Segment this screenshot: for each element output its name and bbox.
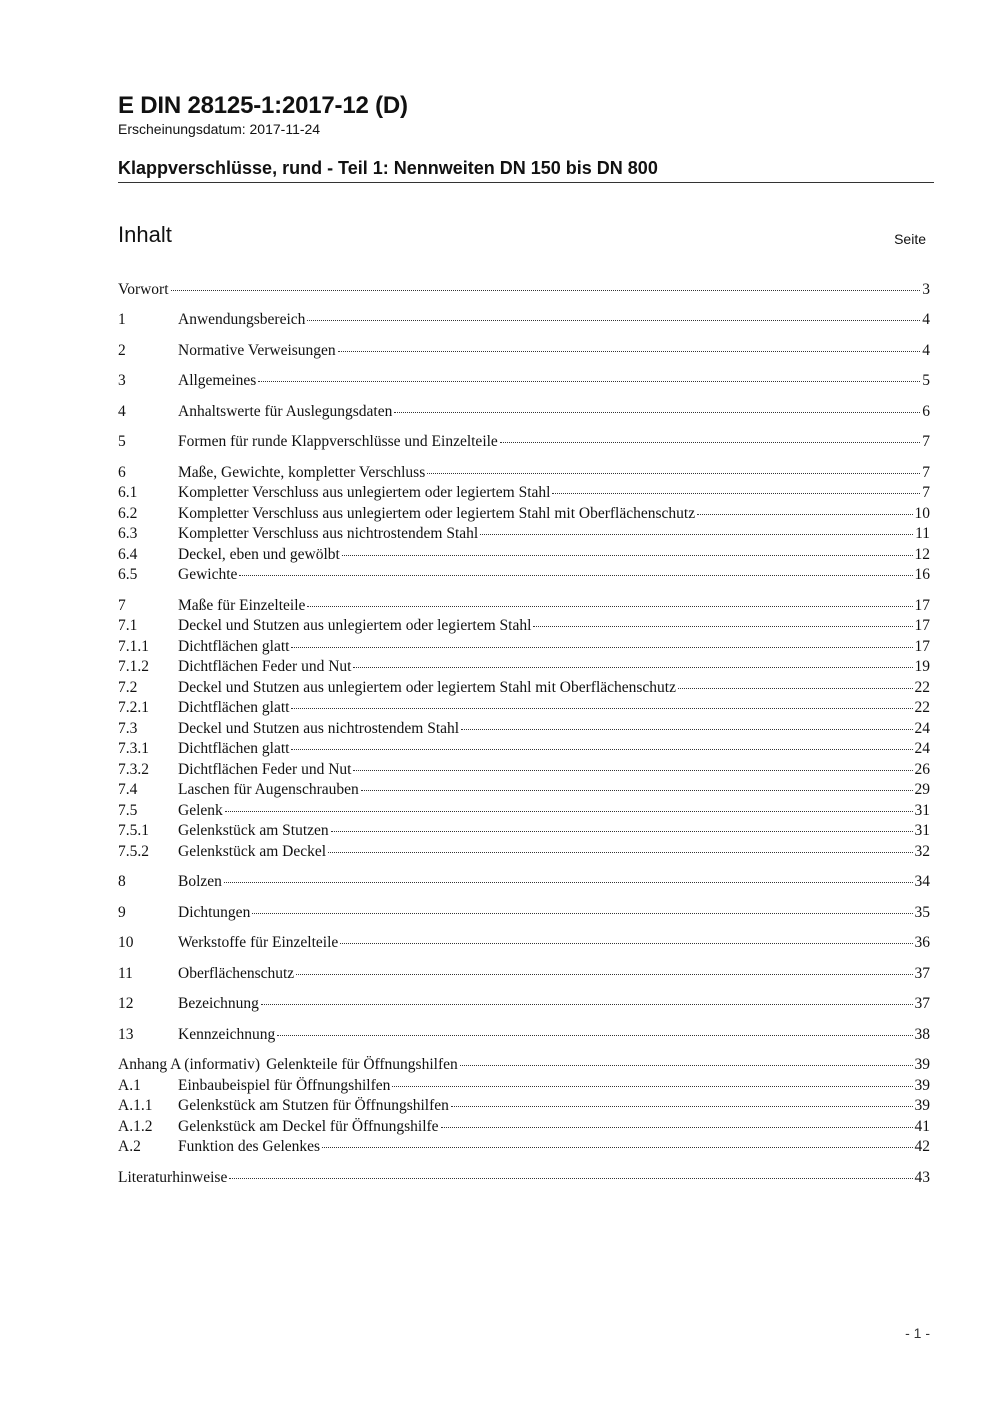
toc-leader-dots	[461, 728, 912, 730]
toc-entry[interactable]	[118, 1117, 930, 1137]
toc-leader-dots	[252, 912, 912, 914]
toc-leader-dots	[277, 1034, 912, 1036]
toc-entry-number: 5	[118, 433, 126, 450]
toc-leader-dots	[291, 748, 912, 750]
toc-entry-title: Allgemeines	[178, 372, 257, 389]
toc-entry-title: Kompletter Verschluss aus nichtrostendem Stahl	[178, 525, 479, 542]
toc-entry-page: 37	[914, 995, 930, 1012]
toc-entry-number: 7.1.1	[118, 638, 149, 655]
toc-entry-title: Dichtflächen glatt	[178, 699, 290, 716]
toc-entry-number: 8	[118, 873, 126, 890]
toc-entry-page: 12	[914, 546, 930, 563]
toc-entry-title: Kompletter Verschluss aus unlegiertem oder legiertem Stahl	[178, 484, 551, 501]
toc-entry[interactable]	[118, 1025, 930, 1045]
toc-entry[interactable]	[118, 678, 930, 698]
toc-entry[interactable]	[118, 402, 930, 422]
toc-entry-page: 36	[914, 934, 930, 951]
toc-entry[interactable]	[118, 760, 930, 780]
toc-entry-title: Einbaubeispiel für Öffnungshilfen	[178, 1077, 391, 1094]
toc-entry-number: 6.4	[118, 546, 138, 563]
toc-entry-number: 7.2.1	[118, 699, 149, 716]
toc-entry-title: Dichtflächen Feder und Nut	[178, 761, 352, 778]
toc-entry-title: Bezeichnung	[178, 995, 259, 1012]
toc-entry[interactable]	[118, 483, 930, 503]
toc-entry-title: Anhaltswerte für Auslegungsdaten	[178, 403, 393, 420]
toc-entry[interactable]	[118, 698, 930, 718]
toc-entry[interactable]	[118, 903, 930, 923]
toc-leader-dots	[500, 441, 920, 443]
toc-leader-dots	[353, 666, 912, 668]
toc-entry-number: 7.3.1	[118, 740, 149, 757]
toc-leader-dots	[552, 492, 920, 494]
toc-entry-title: Dichtflächen glatt	[178, 638, 290, 655]
toc-entry-title: Anwendungsbereich	[178, 311, 306, 328]
toc-entry-title: Deckel, eben und gewölbt	[178, 546, 340, 563]
toc-entry-title: Gelenkstück am Stutzen für Öffnungshilfen	[178, 1097, 449, 1114]
toc-entry-title: Deckel und Stutzen aus unlegiertem oder legiertem Stahl	[178, 617, 532, 634]
toc-entry[interactable]	[118, 872, 930, 892]
toc-entry-number: Anhang A (informativ)	[118, 1056, 261, 1073]
page-number: - 1 -	[905, 1325, 930, 1341]
toc-leader-dots	[291, 646, 912, 648]
toc-entry-title: Gelenkteile für Öffnungshilfen	[266, 1056, 458, 1073]
document-id: E DIN 28125-1:2017-12 (D)	[118, 92, 408, 119]
toc-leader-dots	[533, 625, 912, 627]
toc-entry-number: 7.1.2	[118, 658, 149, 675]
toc-leader-dots	[229, 1177, 912, 1179]
toc-entry[interactable]	[118, 801, 930, 821]
toc-entry-number: 2	[118, 342, 126, 359]
toc-entry-title: Oberflächenschutz	[178, 965, 295, 982]
toc-entry-page: 32	[914, 843, 930, 860]
toc-entry-number: A.1.2	[118, 1118, 153, 1135]
toc-page-column-label: Seite	[894, 231, 926, 247]
toc-leader-dots	[394, 411, 920, 413]
toc-entry-page: 24	[914, 720, 930, 737]
toc-entry-page: 29	[914, 781, 930, 798]
toc-leader-dots	[261, 1003, 913, 1005]
toc-entry-number: 6	[118, 464, 126, 481]
toc-entry-page: 39	[914, 1056, 930, 1073]
toc-entry-number: 1	[118, 311, 126, 328]
toc-entry[interactable]	[118, 780, 930, 800]
toc-entry-page: 35	[914, 904, 930, 921]
toc-entry-number: 6.1	[118, 484, 138, 501]
toc-entry-title: Kennzeichnung	[178, 1026, 276, 1043]
toc-entry-title: Gelenk	[178, 802, 223, 819]
toc-leader-dots	[361, 789, 913, 791]
toc-entry-page: 31	[914, 822, 930, 839]
toc-entry-page: 41	[914, 1118, 930, 1135]
toc-entry-number: 9	[118, 904, 126, 921]
toc-entry[interactable]	[118, 504, 930, 524]
toc-entry-title: Bolzen	[178, 873, 222, 890]
toc-leader-dots	[392, 1085, 912, 1087]
toc-leader-dots	[331, 830, 913, 832]
toc-entry-title: Literaturhinweise	[118, 1169, 228, 1186]
toc-entry-title: Gelenkstück am Deckel	[178, 843, 327, 860]
toc-entry-title: Gewichte	[178, 566, 238, 583]
toc-entry-title: Funktion des Gelenkes	[178, 1138, 321, 1155]
toc-entry-number: 7.5.2	[118, 843, 149, 860]
toc-entry[interactable]	[118, 310, 930, 330]
toc-entry-page: 19	[914, 658, 930, 675]
toc-entry-number: 10	[118, 934, 134, 951]
toc-entry-page: 10	[914, 505, 930, 522]
toc-entry[interactable]	[118, 341, 930, 361]
toc-leader-dots	[307, 605, 912, 607]
toc-entry-title: Kompletter Verschluss aus unlegiertem oder legiertem Stahl mit Oberflächenschutz	[178, 505, 696, 522]
toc-entry-number: 7.5.1	[118, 822, 149, 839]
toc-leader-dots	[258, 380, 920, 382]
toc-entry-page: 4	[922, 311, 930, 328]
toc-entry-page: 22	[914, 699, 930, 716]
toc-entry-page: 11	[915, 525, 930, 542]
toc-leader-dots	[342, 554, 913, 556]
toc-entry[interactable]	[118, 1096, 930, 1116]
toc-entry[interactable]	[118, 1168, 930, 1188]
toc-entry[interactable]	[118, 463, 930, 483]
toc-entry[interactable]	[118, 616, 930, 636]
toc-entry-page: 34	[914, 873, 930, 890]
toc-entry-title: Dichtungen	[178, 904, 251, 921]
document-header	[118, 92, 934, 183]
toc-entry[interactable]	[118, 1137, 930, 1157]
toc-entry-title: Formen für runde Klappverschlüsse und Einzelteile	[178, 433, 498, 450]
toc-entry-title: Dichtflächen Feder und Nut	[178, 658, 352, 675]
toc-entry-number: 11	[118, 965, 133, 982]
toc-entry-number: 7.1	[118, 617, 138, 634]
toc-entry-number: 3	[118, 372, 126, 389]
toc-entry-number: 7.2	[118, 679, 138, 696]
toc-entry-title: Gelenkstück am Deckel für Öffnungshilfe	[178, 1118, 439, 1135]
toc-leader-dots	[322, 1146, 912, 1148]
toc-entry[interactable]	[118, 719, 930, 739]
toc-title: Inhalt	[118, 222, 172, 247]
toc-entry-number: 13	[118, 1026, 134, 1043]
toc-entry[interactable]	[118, 637, 930, 657]
toc-entry-title: Deckel und Stutzen aus nichtrostendem Stahl	[178, 720, 460, 737]
toc-entry-number: 4	[118, 403, 126, 420]
toc-entry[interactable]	[118, 739, 930, 759]
toc-entry-number: 6.2	[118, 505, 138, 522]
toc-leader-dots	[441, 1126, 913, 1128]
toc-entry-title: Deckel und Stutzen aus unlegiertem oder legiertem Stahl mit Oberflächenschutz	[178, 679, 676, 696]
toc-entry-number: A.2	[118, 1138, 141, 1155]
toc-entry[interactable]	[118, 821, 930, 841]
toc-entry-number: 6.5	[118, 566, 138, 583]
toc-entry-number: A.1.1	[118, 1097, 153, 1114]
toc-entry[interactable]	[118, 565, 930, 585]
toc-leader-dots	[353, 769, 912, 771]
toc-entry[interactable]	[118, 1055, 930, 1075]
toc-entry-page: 17	[914, 597, 930, 614]
toc-entry-title: Laschen für Augenschrauben	[178, 781, 359, 798]
toc-entry-page: 17	[914, 617, 930, 634]
toc-entry-number: A.1	[118, 1077, 141, 1094]
toc-entry-page: 39	[914, 1097, 930, 1114]
toc-entry-title: Maße für Einzelteile	[178, 597, 306, 614]
toc-entry-title: Maße, Gewichte, kompletter Verschluss	[178, 464, 426, 481]
toc-entry-number: 6.3	[118, 525, 138, 542]
toc-entry[interactable]	[118, 842, 930, 862]
toc-leader-dots	[480, 533, 913, 535]
document-title: Klappverschlüsse, rund - Teil 1: Nennweiten DN 150 bis DN 800	[118, 157, 934, 183]
toc-entry-page: 37	[914, 965, 930, 982]
toc-leader-dots	[460, 1064, 913, 1066]
toc-entry-number: 7.4	[118, 781, 138, 798]
toc-entry-page: 6	[922, 403, 930, 420]
toc-entry-page: 24	[914, 740, 930, 757]
toc-entry-page: 17	[914, 638, 930, 655]
toc-leader-dots	[171, 289, 921, 291]
toc-entry[interactable]	[118, 280, 930, 300]
toc-entry-page: 5	[922, 372, 930, 389]
toc-entry-page: 3	[922, 281, 930, 298]
toc-entry-number: 7	[118, 597, 126, 614]
toc-entry[interactable]	[118, 933, 930, 953]
toc-entry[interactable]	[118, 964, 930, 984]
toc-entry[interactable]	[118, 524, 930, 544]
toc-entry-page: 7	[922, 484, 930, 501]
toc-leader-dots	[697, 513, 912, 515]
toc-entry-number: 7.3	[118, 720, 138, 737]
toc-leader-dots	[225, 810, 913, 812]
toc-entry-page: 22	[914, 679, 930, 696]
toc-entry-number: 7.5	[118, 802, 138, 819]
toc-leader-dots	[307, 319, 920, 321]
toc-entry[interactable]	[118, 657, 930, 677]
toc-entry[interactable]	[118, 545, 930, 565]
toc-entry-title: Dichtflächen glatt	[178, 740, 290, 757]
toc-leader-dots	[338, 350, 921, 352]
toc-leader-dots	[451, 1105, 913, 1107]
toc-entry-page: 31	[914, 802, 930, 819]
toc-entry-number: 12	[118, 995, 134, 1012]
toc-leader-dots	[224, 881, 913, 883]
toc-leader-dots	[291, 707, 912, 709]
toc-entry[interactable]	[118, 1076, 930, 1096]
toc-entry[interactable]	[118, 596, 930, 616]
toc-leader-dots	[328, 851, 912, 853]
toc-entry-page: 42	[914, 1138, 930, 1155]
toc-entry-page: 39	[914, 1077, 930, 1094]
toc-leader-dots	[340, 942, 912, 944]
toc-entry-page: 26	[914, 761, 930, 778]
toc-leader-dots	[239, 574, 912, 576]
toc-entry[interactable]	[118, 994, 930, 1014]
toc-entry-page: 4	[922, 342, 930, 359]
toc-entry-page: 38	[914, 1026, 930, 1043]
toc-entry-title: Werkstoffe für Einzelteile	[178, 934, 339, 951]
toc-entry-page: 7	[922, 464, 930, 481]
toc-leader-dots	[296, 973, 912, 975]
toc-entry[interactable]	[118, 432, 930, 452]
toc-entry-title: Gelenkstück am Stutzen	[178, 822, 329, 839]
toc-entry-page: 43	[914, 1169, 930, 1186]
toc-entry-number: 7.3.2	[118, 761, 149, 778]
toc-leader-dots	[427, 472, 920, 474]
publication-date: Erscheinungsdatum: 2017-11-24	[118, 121, 321, 137]
toc-entry-page: 16	[914, 566, 930, 583]
toc-entry[interactable]	[118, 371, 930, 391]
toc-entry-title: Normative Verweisungen	[178, 342, 336, 359]
toc-entry-page: 7	[922, 433, 930, 450]
toc-entry-title: Vorwort	[118, 281, 169, 298]
toc-leader-dots	[678, 687, 913, 689]
